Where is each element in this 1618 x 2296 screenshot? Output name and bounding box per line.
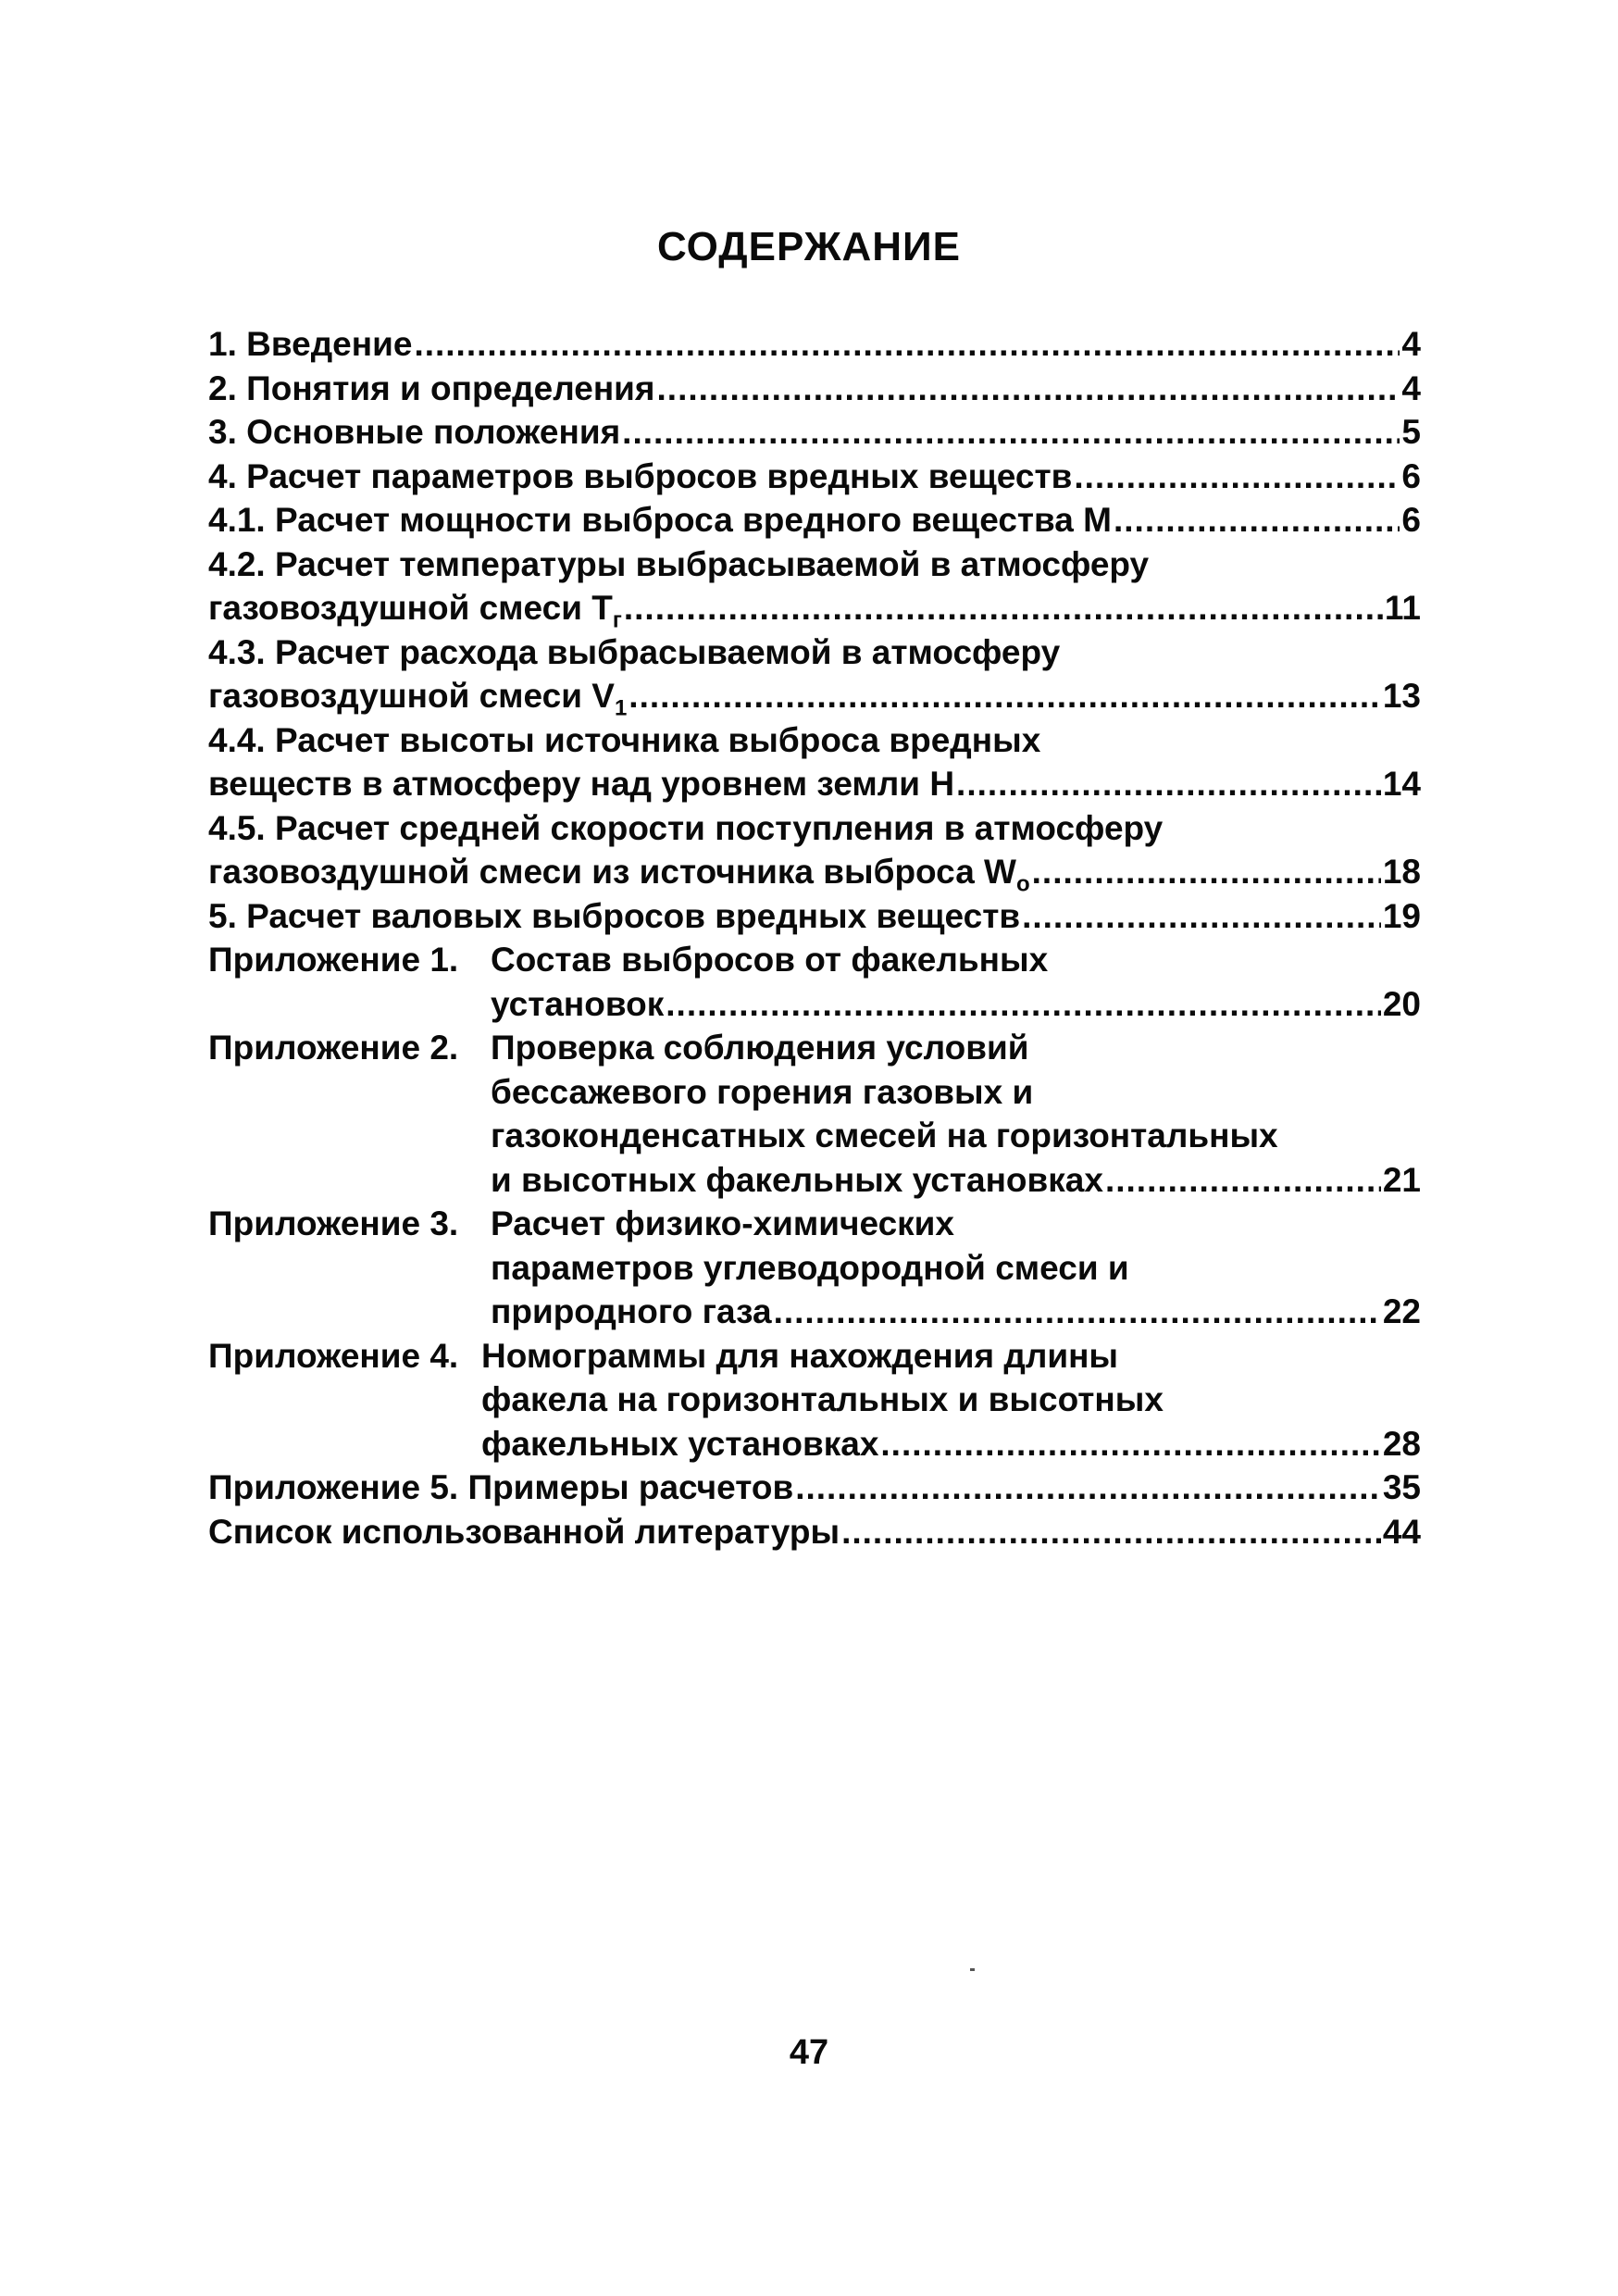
- toc-page-number: 19: [1382, 896, 1421, 935]
- subscript: 1: [614, 695, 628, 721]
- toc-entry-3: [208, 410, 1421, 455]
- leader-dots: [880, 1422, 1380, 1466]
- toc-entry-number: 4.3.: [208, 632, 266, 671]
- toc-entry-number: 4.: [208, 456, 237, 495]
- toc-entry-4-4: [208, 718, 1421, 806]
- appendix-label: Приложение 2.: [208, 1029, 459, 1067]
- appendix-title-continued: бессажевого горения газовых и: [491, 1072, 1034, 1111]
- toc-appendix-2: [208, 1026, 1421, 1202]
- appendix-title: Состав выбросов от факельных: [491, 941, 1049, 979]
- toc-entry-4-2: [208, 543, 1421, 633]
- toc-entry-number: 4.5.: [208, 808, 266, 847]
- toc-page-number: 6: [1401, 501, 1421, 539]
- toc-entry-title-continued: газовоздушной смеси $T_г$: [208, 589, 622, 633]
- toc-entry-title: Расчет высоты источника выброса вредных: [275, 720, 1041, 759]
- toc-entry-title: Расчет валовых выбросов вредных веществ: [246, 896, 1021, 935]
- leader-dots: [1032, 850, 1381, 894]
- leader-dots: [624, 586, 1383, 630]
- leader-dots: [1022, 894, 1381, 939]
- toc-appendix-4: [208, 1334, 1421, 1466]
- leader-dots: [666, 982, 1381, 1027]
- appendix-title-continued: установок: [491, 984, 665, 1023]
- page-number: 47: [789, 2033, 829, 2072]
- appendix-label: Приложение 3.: [208, 1204, 459, 1242]
- references-title: Список использованной литературы: [208, 1512, 840, 1551]
- toc-entry-title: Расчет расхода выбрасываемой в атмосферу: [275, 632, 1061, 671]
- toc-entry-number: 4.1.: [208, 501, 266, 539]
- toc-page-number: 13: [1382, 677, 1421, 715]
- toc-entry-title-continued: веществ в атмосферу над уровнем земли H: [208, 765, 955, 803]
- toc-page-number: 4: [1401, 325, 1421, 363]
- toc-page-number: 14: [1382, 765, 1421, 803]
- appendix-title: Примеры расчетов: [467, 1468, 794, 1506]
- toc-entry-title-continued: газовоздушной смеси из источника выброса $W_o$: [208, 853, 1030, 897]
- scan-speck: [970, 1968, 975, 1971]
- toc-entry-number: 3.: [208, 413, 237, 451]
- table-of-contents: [208, 322, 1421, 1554]
- toc-appendix-1: [208, 938, 1421, 1026]
- leader-dots: [1074, 455, 1400, 499]
- toc-entry-number: 5.: [208, 896, 237, 935]
- toc-entry-number: 4.4.: [208, 720, 266, 759]
- appendix-label: Приложение 5.: [208, 1468, 459, 1506]
- toc-entry-title: Расчет мощности выброса вредного вещества M: [275, 501, 1112, 539]
- toc-entry-title-continued: газовоздушной смеси $V_1$: [208, 677, 628, 721]
- leader-dots: [414, 322, 1400, 367]
- toc-entry-number: 1.: [208, 325, 237, 363]
- leader-dots: [956, 762, 1381, 806]
- toc-page-number: 5: [1401, 413, 1421, 451]
- toc-entry-title: Основные положения: [246, 413, 621, 451]
- leader-dots: [774, 1290, 1381, 1334]
- appendix-title-continued: факела на горизонтальных и высотных: [481, 1380, 1164, 1418]
- appendix-title-continued: факельных установках: [481, 1424, 879, 1463]
- toc-page-number: 22: [1382, 1292, 1421, 1330]
- appendix-title-continued: и высотных факельных установках: [491, 1160, 1103, 1199]
- toc-page-number: 20: [1382, 984, 1421, 1023]
- leader-dots: [622, 410, 1400, 455]
- toc-entry-4: [208, 455, 1421, 499]
- toc-entry-5: [208, 894, 1421, 939]
- toc-entry-number: 4.2.: [208, 544, 266, 583]
- subscript: г: [612, 607, 622, 633]
- toc-entry-title: Расчет параметров выбросов вредных веществ: [246, 456, 1073, 495]
- leader-dots: [795, 1466, 1381, 1510]
- appendix-title-continued: газоконденсатных смесей на горизонтальных: [491, 1117, 1278, 1154]
- toc-appendix-5: [208, 1466, 1421, 1510]
- toc-page-number: 18: [1382, 853, 1421, 891]
- toc-page-number: 28: [1382, 1424, 1421, 1463]
- leader-dots: [629, 674, 1381, 718]
- toc-page-number: 4: [1401, 368, 1421, 407]
- toc-page-number: 11: [1384, 589, 1421, 627]
- toc-page-number: 21: [1382, 1160, 1421, 1199]
- toc-page-number: 35: [1382, 1468, 1421, 1506]
- appendix-label: Приложение 1.: [208, 941, 459, 979]
- toc-entry-1: [208, 322, 1421, 367]
- toc-title: СОДЕРЖАНИЕ: [656, 224, 962, 269]
- toc-appendix-3: [208, 1202, 1421, 1334]
- leader-dots: [841, 1510, 1381, 1554]
- appendix-title: Номограммы для нахождения длины: [481, 1336, 1119, 1375]
- appendix-label: Приложение 4.: [208, 1336, 459, 1375]
- toc-entry-title: Понятия и определения: [246, 368, 655, 407]
- toc-entry-2: [208, 367, 1421, 411]
- toc-entry-4-5: [208, 806, 1421, 897]
- toc-entry-4-3: [208, 630, 1421, 721]
- toc-page-number: 6: [1401, 456, 1421, 495]
- appendix-title-continued: природного газа: [491, 1292, 772, 1330]
- subscript: o: [1015, 871, 1030, 897]
- leader-dots: [1105, 1158, 1381, 1203]
- toc-references: [208, 1510, 1421, 1554]
- appendix-title-continued: параметров углеводородной смеси и: [491, 1248, 1129, 1287]
- toc-entry-title: Расчет средней скорости поступления в атмосферу: [275, 808, 1164, 847]
- toc-entry-number: 2.: [208, 368, 237, 407]
- toc-entry-title: Введение: [246, 325, 413, 363]
- toc-entry-4-1: [208, 498, 1421, 543]
- toc-page-number: 44: [1382, 1512, 1421, 1551]
- appendix-title: Проверка соблюдения условий: [491, 1029, 1029, 1067]
- leader-dots: [657, 367, 1400, 411]
- leader-dots: [1114, 498, 1400, 543]
- appendix-title: Расчет физико-химических: [491, 1204, 954, 1242]
- toc-entry-title: Расчет температуры выбрасываемой в атмосферу: [275, 544, 1150, 583]
